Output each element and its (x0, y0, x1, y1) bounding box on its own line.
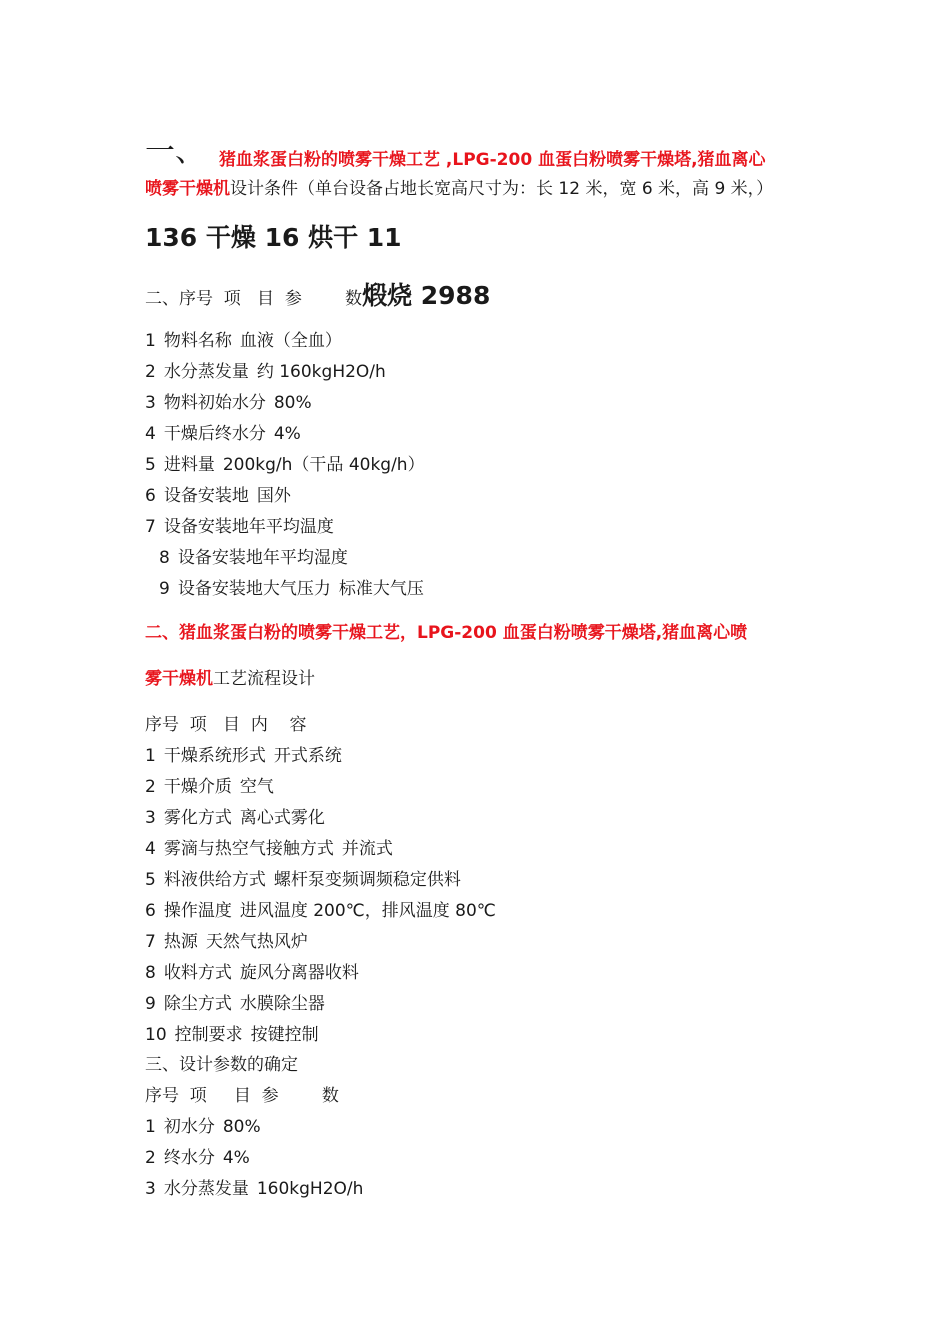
table-row (145, 1024, 319, 1046)
row-item: 热源 (163, 932, 198, 952)
row-no: 4 (145, 424, 156, 444)
row-item: 雾滴与热空气接触方式 (163, 839, 334, 859)
row-item: 除尘方式 (163, 994, 232, 1014)
row-value: 离心式雾化 (239, 808, 325, 828)
section1-title-red-2: 喷雾干燥机 (145, 179, 230, 199)
section1-heading-cont (145, 178, 773, 200)
table-row (145, 423, 301, 445)
row-no: 5 (145, 455, 156, 475)
row-item: 设备安装地 (163, 486, 249, 506)
table1-header-big-text: 煅烧 2988 (362, 281, 491, 310)
row-no: 2 (145, 1148, 156, 1168)
row-no: 1 (145, 331, 156, 351)
table-row (145, 1178, 363, 1200)
section2-title-rest: 工艺流程设计 (213, 669, 315, 689)
table-row (145, 900, 496, 922)
table-row (145, 1147, 250, 1169)
row-no: 3 (145, 1179, 156, 1199)
row-value: 80% (222, 1117, 261, 1137)
section1-heading (145, 126, 766, 170)
section1-title-rest: 设计条件（单台设备占地长宽高尺寸为：长 12 米，宽 6 米，高 9 米，） (230, 179, 774, 199)
table-row (145, 807, 325, 829)
row-value: 空气 (239, 777, 274, 797)
table-row (145, 931, 308, 953)
table-row (159, 578, 424, 600)
section2-heading-cont (145, 668, 315, 690)
table-row (145, 516, 342, 538)
table2-header: 序号 项 目 内 容 (145, 715, 307, 735)
row-no: 5 (145, 870, 156, 890)
row-value: 标准大气压 (338, 579, 424, 599)
table-row (145, 776, 274, 798)
row-value: 并流式 (341, 839, 393, 859)
row-value: 按键控制 (250, 1025, 319, 1045)
row-item: 物料名称 (163, 331, 232, 351)
table-row (145, 993, 325, 1015)
table-row (145, 962, 359, 984)
row-item: 水分蒸发量 (163, 1179, 249, 1199)
row-item: 雾化方式 (163, 808, 232, 828)
row-no: 8 (145, 963, 156, 983)
table-row (145, 1116, 261, 1138)
section2-title-red-2: 雾干燥机 (145, 669, 213, 689)
table-row (145, 392, 312, 414)
table-row (145, 869, 461, 891)
row-value: 天然气热风炉 (205, 932, 308, 952)
table1-header-text: 二、序号 项 目 参 数 (145, 289, 363, 309)
row-no: 4 (145, 839, 156, 859)
row-item: 设备安装地大气压力 (177, 579, 331, 599)
table-row (145, 454, 425, 476)
row-value: 4% (273, 424, 301, 444)
row-no: 9 (145, 994, 156, 1014)
table-row (159, 547, 356, 569)
row-no: 1 (145, 746, 156, 766)
row-item: 干燥介质 (163, 777, 232, 797)
row-no: 7 (145, 517, 156, 537)
row-value: 4% (222, 1148, 250, 1168)
row-item: 干燥系统形式 (163, 746, 266, 766)
row-no: 7 (145, 932, 156, 952)
row-item: 设备安装地年平均湿度 (177, 548, 348, 568)
section3-header: 序号 项 目 参 数 (145, 1086, 339, 1106)
section3-title: 三、设计参数的确定 (145, 1055, 298, 1075)
row-item: 初水分 (163, 1117, 215, 1137)
row-item: 干燥后终水分 (163, 424, 266, 444)
row-value: 开式系统 (273, 746, 342, 766)
row-value: 200kg/h（干品 40kg/h） (222, 455, 425, 475)
row-no: 8 (159, 548, 170, 568)
row-value: 水膜除尘器 (239, 994, 325, 1014)
row-value: 进风温度 200℃，排风温度 80℃ (239, 901, 496, 921)
row-no: 9 (159, 579, 170, 599)
row-item: 收料方式 (163, 963, 232, 983)
row-item: 控制要求 (174, 1025, 243, 1045)
row-value: 约 160kgH2O/h (256, 362, 386, 382)
row-value: 80% (273, 393, 312, 413)
table-row (145, 745, 342, 767)
row-item: 物料初始水分 (163, 393, 266, 413)
row-no: 10 (145, 1025, 167, 1045)
row-no: 3 (145, 393, 156, 413)
row-value: 螺杆泵变频调频稳定供料 (273, 870, 461, 890)
table-row (145, 330, 342, 352)
table-row (145, 838, 393, 860)
row-no: 3 (145, 808, 156, 828)
row-value: 国外 (256, 486, 291, 506)
row-value: 旋风分离器收料 (239, 963, 359, 983)
row-no: 2 (145, 362, 156, 382)
section1-marker: 一、 (145, 134, 205, 169)
row-no: 1 (145, 1117, 156, 1137)
row-value: 160kgH2O/h (256, 1179, 364, 1199)
row-item: 设备安装地年平均温度 (163, 517, 334, 537)
row-item: 进料量 (163, 455, 215, 475)
row-value: 血液（全血） (239, 331, 342, 351)
row-no: 6 (145, 901, 156, 921)
section1-title-red: 猪血浆蛋白粉的喷雾干燥工艺 ,LPG-200 血蛋白粉喷雾干燥塔,猪血离心 (219, 150, 766, 170)
table-row (145, 485, 291, 507)
section2-title-red: 二、猪血浆蛋白粉的喷雾干燥工艺，LPG-200 血蛋白粉喷雾干燥塔,猪血离心喷 (145, 623, 748, 643)
row-item: 料液供给方式 (163, 870, 266, 890)
row-item: 终水分 (163, 1148, 215, 1168)
row-no: 2 (145, 777, 156, 797)
big-line: 136 干燥 16 烘干 11 (145, 223, 402, 252)
table1-header (145, 280, 490, 313)
table1-header-big (362, 281, 490, 310)
row-item: 操作温度 (163, 901, 232, 921)
row-item: 水分蒸发量 (163, 362, 249, 382)
table-row (145, 361, 386, 383)
row-no: 6 (145, 486, 156, 506)
